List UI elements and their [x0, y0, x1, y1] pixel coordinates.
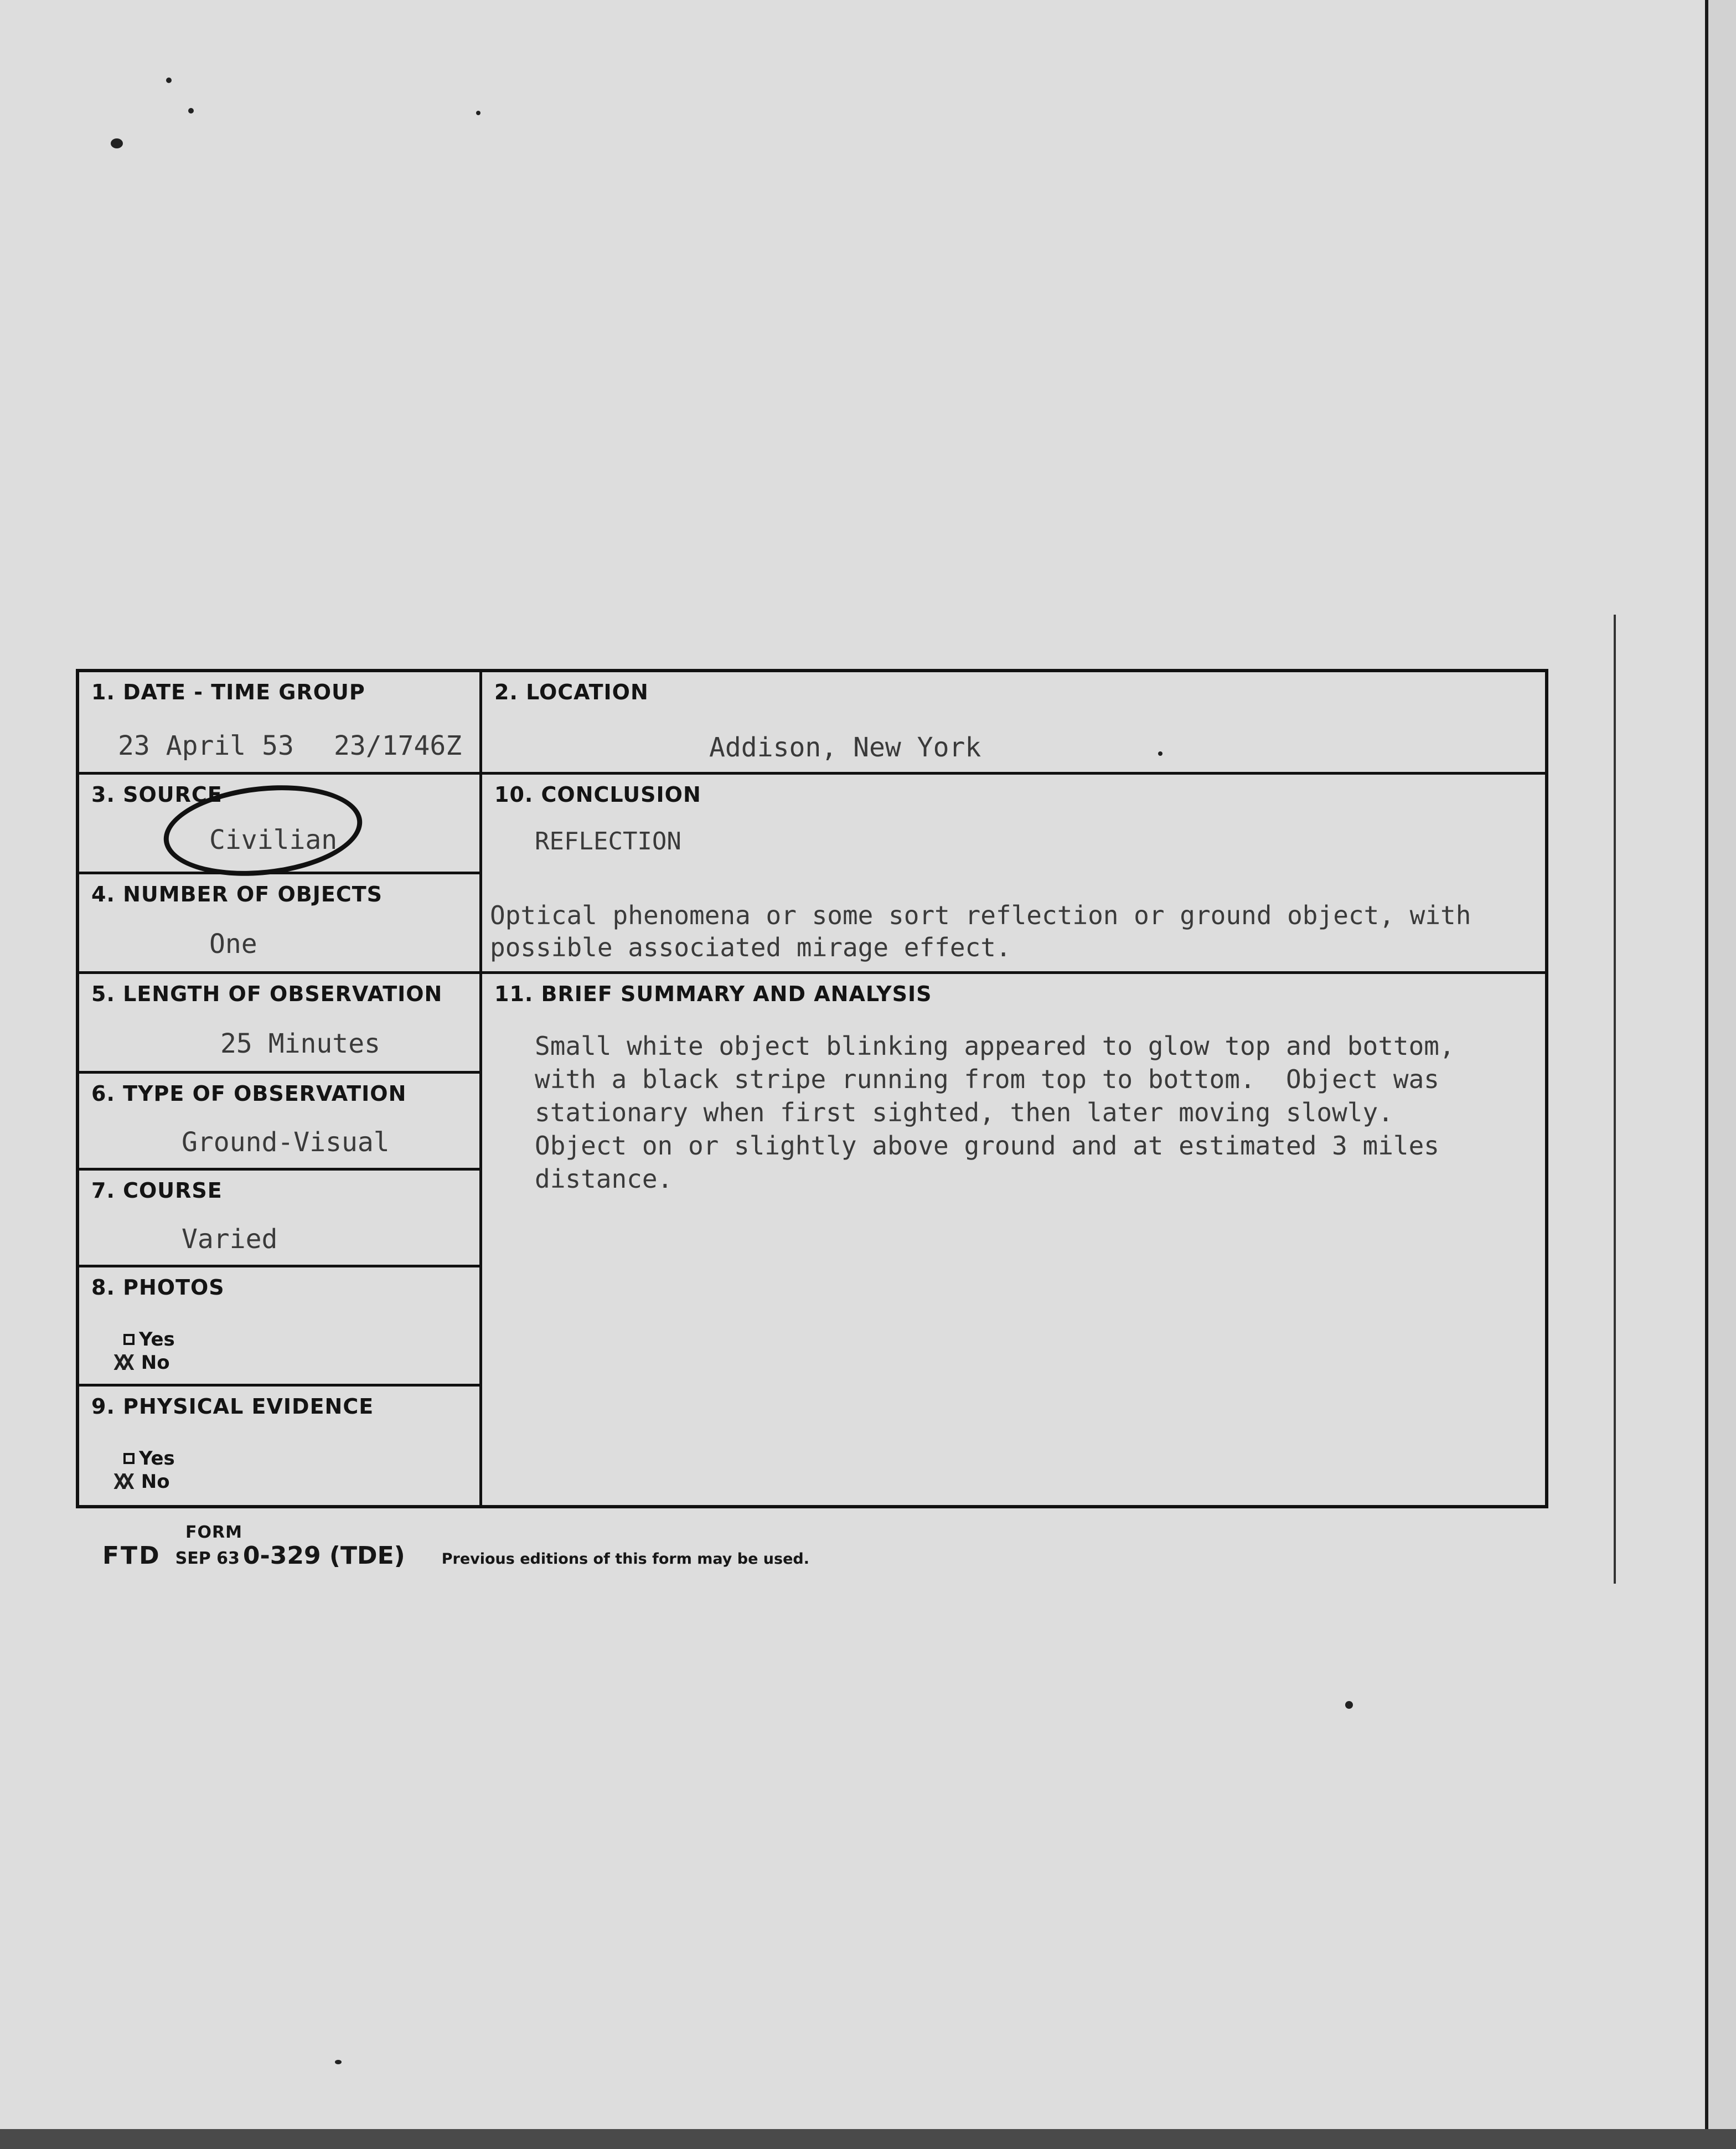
source-label: 3. SOURCE	[91, 782, 223, 807]
checkbox-empty-icon[interactable]	[123, 1334, 135, 1345]
scan-speck	[188, 108, 194, 114]
summary-cell	[482, 974, 1545, 1505]
physical-evidence-label: 9. PHYSICAL EVIDENCE	[91, 1394, 374, 1419]
number-of-objects-cell	[79, 874, 482, 974]
footer-form-number: 0-329 (TDE)	[242, 1542, 405, 1570]
photos-no-label: No	[141, 1352, 170, 1374]
scan-speck	[476, 111, 480, 115]
type-of-observation-cell	[79, 1074, 482, 1171]
length-of-observation-value: 25 Minutes	[220, 1028, 380, 1059]
time-value: 23/1746Z	[334, 730, 462, 761]
conclusion-cell	[482, 775, 1545, 974]
date-time-cell	[79, 672, 482, 775]
physical-evidence-no-option[interactable]	[113, 1470, 170, 1494]
photos-no-option[interactable]	[113, 1351, 170, 1375]
footer-form-word: FORM	[185, 1523, 242, 1542]
length-of-observation-label: 5. LENGTH OF OBSERVATION	[91, 982, 443, 1006]
photos-yes-option[interactable]	[123, 1328, 175, 1351]
checkbox-xx-marked-icon[interactable]: XX	[113, 1470, 130, 1494]
scan-speck	[1345, 1701, 1353, 1709]
date-time-label: 1. DATE - TIME GROUP	[91, 680, 365, 704]
checkbox-empty-icon[interactable]	[123, 1453, 135, 1464]
location-cell	[482, 672, 1545, 775]
source-value: Civilian	[209, 824, 338, 856]
summary-text: Small white object blinking appeared to glow top and bottom, with a black stripe running from top to bottom. Object was stationary when first sighted, then later moving slowly. Object on or slightly above ground and at estimated 3 miles distance.	[535, 1031, 1455, 1194]
course-label: 7. COURSE	[91, 1178, 223, 1203]
date-value: 23 April 53	[118, 730, 294, 761]
conclusion-value: REFLECTION	[535, 827, 681, 856]
footer-note: Previous editions of this form may be used.	[441, 1550, 809, 1568]
scan-speck	[335, 2060, 342, 2064]
conclusion-label: 10. CONCLUSION	[494, 782, 701, 807]
checkbox-xx-marked-icon[interactable]: XX	[113, 1351, 130, 1375]
physical-evidence-no-label: No	[141, 1471, 170, 1493]
course-value: Varied	[182, 1224, 278, 1255]
conclusion-detail: Optical phenomena or some sort reflection or ground object, with possible associated mirage effect.	[490, 900, 1471, 962]
photos-cell	[79, 1267, 482, 1387]
location-label: 2. LOCATION	[494, 680, 649, 704]
scan-edge-line	[1614, 615, 1616, 1584]
physical-evidence-yes-label: Yes	[139, 1447, 175, 1470]
summary-label: 11. BRIEF SUMMARY AND ANALYSIS	[494, 982, 932, 1006]
course-cell	[79, 1171, 482, 1267]
photos-yes-label: Yes	[139, 1328, 175, 1351]
location-value: Addison, New York	[709, 732, 981, 763]
type-of-observation-value: Ground-Visual	[182, 1127, 390, 1158]
footer-sep: SEP 63	[175, 1549, 240, 1568]
number-of-objects-value: One	[209, 929, 257, 960]
physical-evidence-cell	[79, 1387, 482, 1505]
photos-label: 8. PHOTOS	[91, 1275, 225, 1300]
physical-evidence-yes-option[interactable]	[123, 1447, 175, 1470]
length-of-observation-cell	[79, 974, 482, 1074]
number-of-objects-label: 4. NUMBER OF OBJECTS	[91, 882, 383, 906]
scan-speck	[111, 138, 123, 148]
footer-ftd: FTD	[102, 1542, 161, 1570]
type-of-observation-label: 6. TYPE OF OBSERVATION	[91, 1081, 407, 1106]
scan-bottom-strip	[0, 2129, 1736, 2149]
footer-form-id	[102, 1542, 809, 1570]
scan-speck	[166, 78, 172, 83]
